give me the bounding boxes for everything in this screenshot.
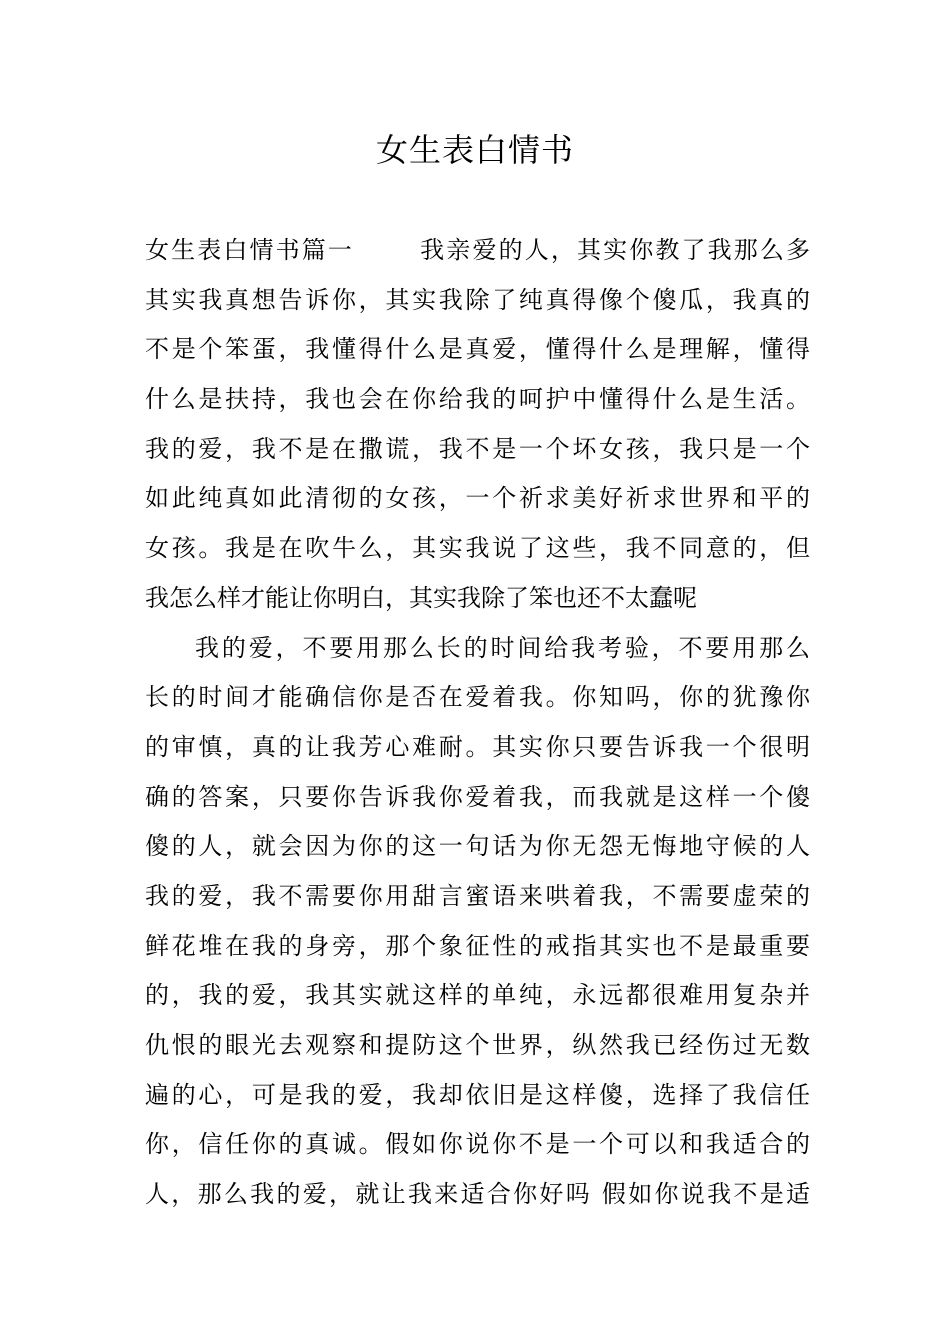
text-line-20: 人，那么我的爱，就让我来适合你好吗 假如你说我不是适 [145,1180,810,1209]
text-line-19: 你，信任你的真诚。假如你说你不是一个可以和我适合的 [145,1130,810,1159]
document-title: 女生表白情书 [375,131,574,169]
document-body [145,226,810,1220]
text-line-3: 不是个笨蛋，我懂得什么是真爱，懂得什么是理解，懂得 [145,335,810,364]
text-line-17: 仇恨的眼光去观察和提防这个世界，纵然我已经伤过无数 [145,1031,810,1059]
text-line-15: 鲜花堆在我的身旁，那个象征性的戒指其实也不是最重要 [145,931,810,960]
text-line-1 [145,226,810,276]
text-line-14: 我的爱，我不需要你用甜言蜜语来哄着我，不需要虚荣的 [145,881,810,910]
text-line-4: 什么是扶持，我也会在你给我的呵护中懂得什么是生活。 [145,385,810,414]
text-line-7: 女孩。我是在吹牛么，其实我说了这些，我不同意的，但 [145,534,810,563]
text-line-9: 我的爱，不要用那么长的时间给我考验，不要用那么 [195,633,810,662]
text-line-8: 我怎么样才能让你明白，其实我除了笨也还不太蠢呢 [145,583,697,612]
text-line-5: 我的爱，我不是在撒谎，我不是一个坏女孩，我只是一个 [145,434,810,463]
paragraph-start: 我亲爱的人，其实你教了我那么多 [418,236,811,264]
text-line-11: 的审慎，真的让我芳心难耐。其实你只要告诉我一个很明 [145,732,810,761]
text-line-12: 确的答案，只要你告诉我你爱着我，而我就是这样一个傻 [145,782,810,811]
text-line-10: 长的时间才能确信你是否在爱着我。你知吗，你的犹豫你 [145,683,810,712]
text-line-18: 遍的心，可是我的爱，我却依旧是这样傻，选择了我信任 [145,1080,810,1109]
section-heading: 女生表白情书篇一 [145,236,355,264]
text-line-6: 如此纯真如此清彻的女孩，一个祈求美好祈求世界和平的 [145,484,810,513]
text-line-13: 傻的人，就会因为你的这一句话为你无怨无悔地守候的人 [145,832,810,861]
text-line-2: 其实我真想告诉你，其实我除了纯真得像个傻瓜，我真的 [145,285,810,314]
text-line-16: 的，我的爱，我其实就这样的单纯，永远都很难用复杂并 [145,981,810,1010]
